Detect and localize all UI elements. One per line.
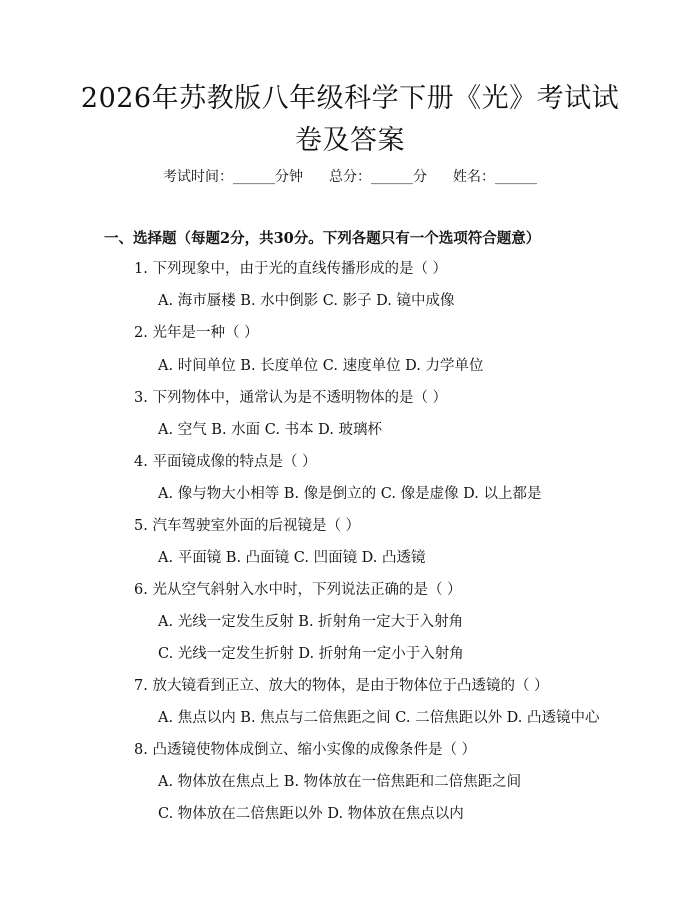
exam-info-line	[0, 167, 700, 187]
question-2: 2. 光年是一种（ ）	[134, 325, 259, 341]
question-5: 5. 汽车驾驶室外面的后视镜是（ ）	[134, 518, 361, 534]
title-line-1: 2026年苏教版八年级科学下册《光》考试试	[80, 83, 620, 114]
question-3: 3. 下列物体中，通常认为是不透明物体的是（ ）	[134, 390, 448, 406]
question-5-options: A. 平面镜 B. 凸面镜 C. 凹面镜 D. 凸透镜	[158, 550, 426, 566]
question-1: 1. 下列现象中，由于光的直线传播形成的是（ ）	[134, 261, 448, 277]
question-4-options: A. 像与物大小相等 B. 像是倒立的 C. 像是虚像 D. 以上都是	[158, 486, 542, 502]
question-6-options-b: C. 光线一定发生折射 D. 折射角一定小于入射角	[158, 646, 464, 662]
exam-score: 总分：______分	[329, 169, 427, 185]
exam-name: 姓名：______	[453, 169, 537, 185]
question-2-options: A. 时间单位 B. 长度单位 C. 速度单位 D. 力学单位	[158, 358, 484, 374]
question-8: 8. 凸透镜使物体成倒立、缩小实像的成像条件是（ ）	[134, 742, 477, 758]
question-8-options-a: A. 物体放在焦点上 B. 物体放在一倍焦距和二倍焦距之间	[158, 774, 522, 790]
question-3-options: A. 空气 B. 水面 C. 书本 D. 玻璃杯	[158, 422, 383, 438]
exam-time: 考试时间：______分钟	[163, 169, 303, 185]
question-6: 6. 光从空气斜射入水中时，下列说法正确的是（ ）	[134, 582, 462, 598]
question-7: 7. 放大镜看到正立、放大的物体，是由于物体位于凸透镜的（ ）	[134, 678, 549, 694]
question-4: 4. 平面镜成像的特点是（ ）	[134, 454, 317, 470]
section-heading: 一、选择题（每题2分，共30分。下列各题只有一个选项符合题意）	[104, 230, 541, 247]
exam-title	[60, 78, 640, 162]
question-1-options: A. 海市蜃楼 B. 水中倒影 C. 影子 D. 镜中成像	[158, 293, 455, 309]
question-7-options: A. 焦点以内 B. 焦点与二倍焦距之间 C. 二倍焦距以外 D. 凸透镜中心	[158, 710, 600, 726]
question-6-options-a: A. 光线一定发生反射 B. 折射角一定大于入射角	[158, 614, 464, 630]
question-8-options-b: C. 物体放在二倍焦距以外 D. 物体放在焦点以内	[158, 806, 464, 822]
title-line-2: 卷及答案	[295, 125, 405, 156]
